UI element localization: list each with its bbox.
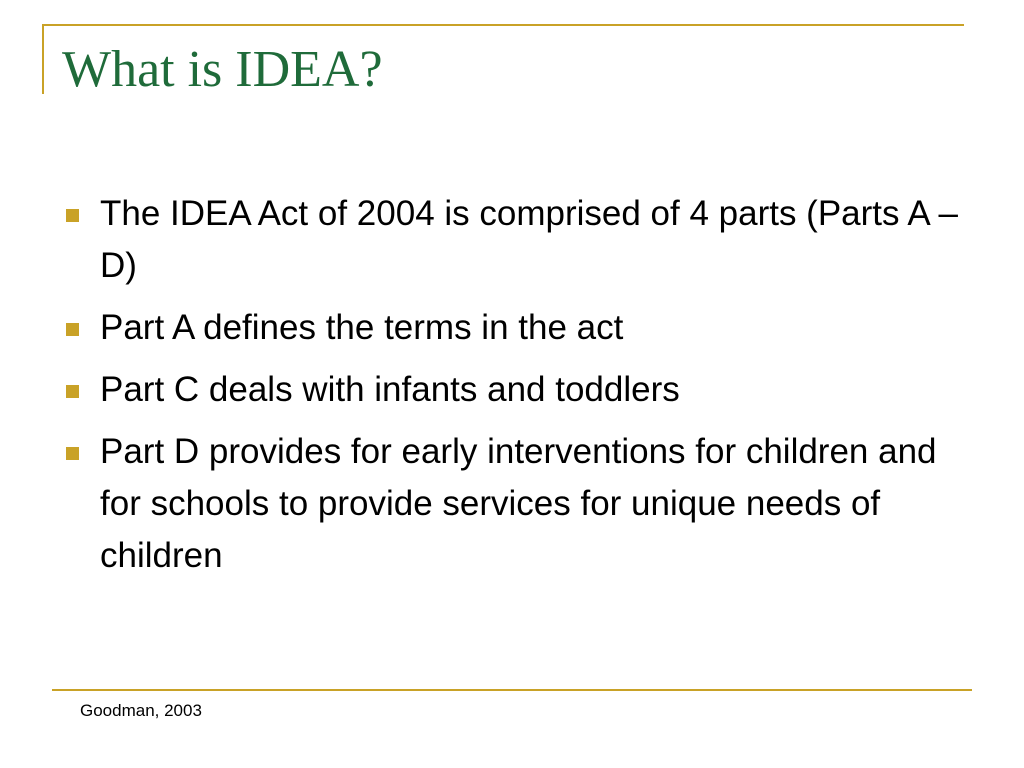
title-frame-top-line: [42, 24, 964, 26]
square-bullet-icon: [66, 447, 79, 460]
bullet-text: Part A defines the terms in the act: [100, 308, 624, 347]
bullet-item: [62, 426, 962, 582]
square-bullet-icon: [66, 209, 79, 222]
square-bullet-icon: [66, 385, 79, 398]
title-frame-vertical-line: [42, 24, 44, 94]
bullet-item: [62, 188, 962, 292]
bullet-text: Part C deals with infants and toddlers: [100, 370, 680, 409]
bullet-text: Part D provides for early interventions for children and for schools to provide services for unique needs of children: [100, 432, 937, 575]
square-bullet-icon: [66, 323, 79, 336]
footer-divider: [52, 689, 972, 691]
slide-title: What is IDEA?: [62, 41, 383, 98]
bullet-item: [62, 302, 962, 354]
bullet-item: [62, 364, 962, 416]
footer-citation: Goodman, 2003: [80, 701, 202, 720]
bullet-list: [62, 188, 962, 592]
bullet-text: The IDEA Act of 2004 is comprised of 4 parts (Parts A – D): [100, 194, 958, 285]
